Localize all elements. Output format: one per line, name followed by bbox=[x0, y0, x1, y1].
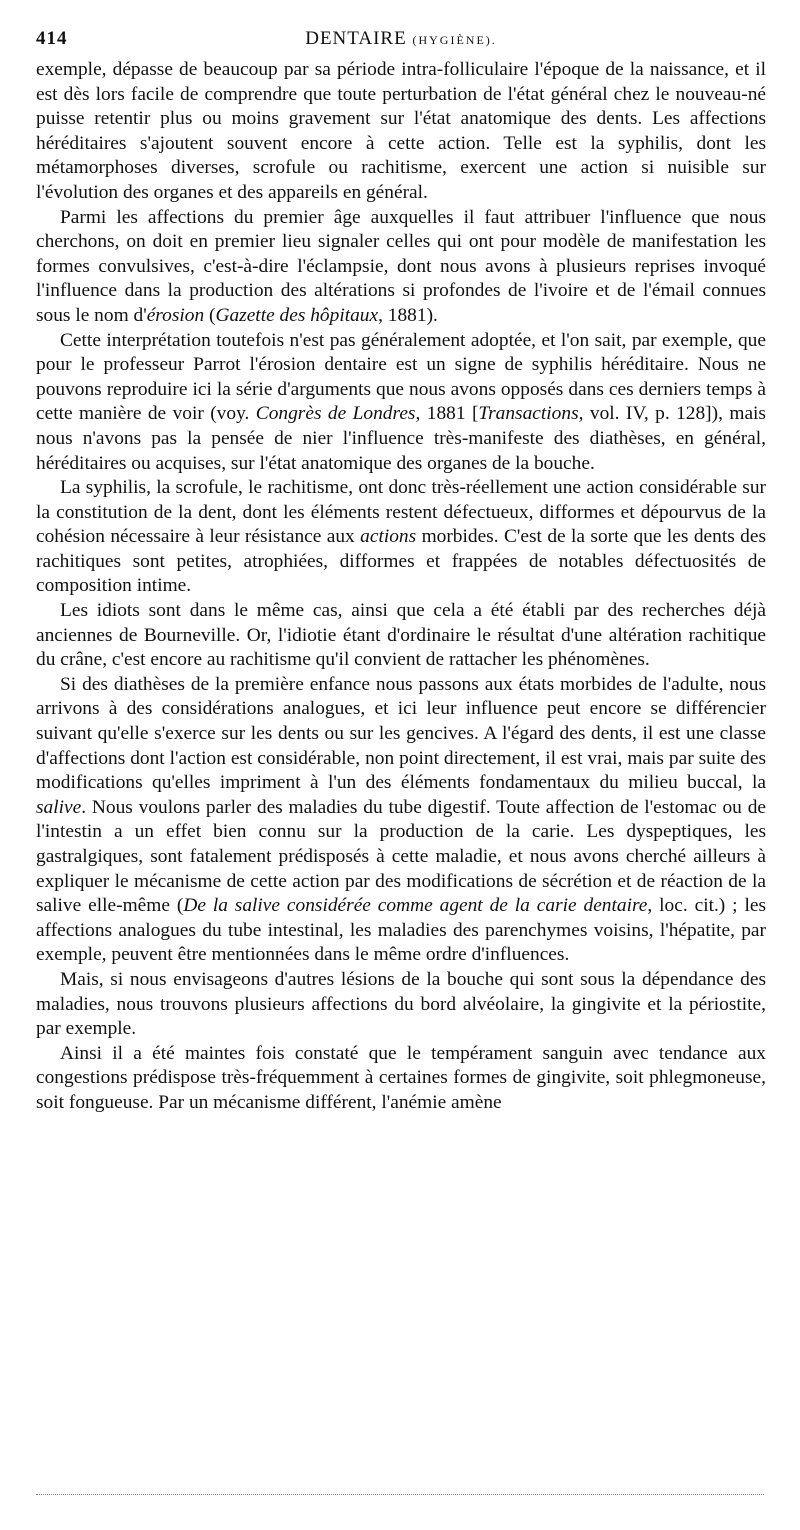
running-title-sub: (HYGIÈNE). bbox=[412, 33, 497, 47]
paragraph bbox=[36, 673, 766, 968]
text-run: Les idiots sont dans le même cas, ainsi que cela a été établi par des recherches déjà anciennes de Bourneville. Or, l'idiotie étant d'ordinaire le résultat d'une altération rachitique du crâne, c'est encore au rachitisme qu'il convient de rattacher les phénomènes. bbox=[36, 600, 766, 671]
paragraph bbox=[36, 599, 766, 673]
page-number: 414 bbox=[36, 28, 68, 49]
footer-rule bbox=[36, 1494, 764, 1496]
italic-text: salive bbox=[36, 796, 82, 818]
text-run: ( bbox=[204, 304, 216, 326]
running-header bbox=[36, 28, 766, 58]
text-run: morbides. C'est de la sorte que les dents des rachitiques sont petites, atrophiées, difformes et frappées de notables défectuosités de composition intime. bbox=[36, 526, 766, 597]
text-run: , 1881 [ bbox=[415, 403, 479, 425]
running-title-main: DENTAIRE bbox=[305, 28, 407, 49]
text-run: , 1881). bbox=[378, 304, 438, 326]
paragraph bbox=[36, 329, 766, 477]
running-title bbox=[36, 28, 766, 50]
italic-text: actions bbox=[360, 526, 417, 548]
paragraph bbox=[36, 476, 766, 599]
text-run: Si des diathèses de la première enfance nous passons aux états morbides de l'adulte, nous arrivons à des considérations analogues, et ici leur influence peut encore se différencier suivant qu'elle s'exerce sur les dents ou sur les gencives. A l'égard des dents, il est une classe d'affections dont l'action est considérable, non point directement, il est vrai, mais par suite des modifications qu'elles impriment à l'un des éléments fondamentaux du milieu buccal, la bbox=[36, 673, 766, 794]
italic-text: De la salive considérée comme agent de la carie dentaire bbox=[183, 895, 648, 917]
paragraph bbox=[36, 1042, 766, 1116]
text-run: , vol. IV, p. 128]), mais nous n'avons pas la pensée de nier l'influence très-manifeste des diathèses, en général, héréditaires ou acquises, sur l'état anatomique des organes de la bouche. bbox=[36, 403, 766, 474]
italic-text: Gazette des hôpitaux bbox=[215, 304, 379, 326]
paragraph bbox=[36, 206, 766, 329]
text-run: Mais, si nous envisageons d'autres lésions de la bouche qui sont sous la dépendance des maladies, nous trouvons plusieurs affections du bord alvéolaire, la gingivite et la périostite, par exemple. bbox=[36, 968, 766, 1040]
text-run: Ainsi il a été maintes fois constaté que le tempérament sanguin avec tendance aux congestions prédispose très-fréquemment à certaines formes de gingivite, soit phlegmoneuse, soit fongueuse. Par un mécanisme différent, l'anémie amène bbox=[36, 1042, 766, 1113]
text-run: La syphilis, la scrofule, le rachitisme, ont donc très-réellement une action considérable sur la constitution de la dent, dont les éléments restent défectueux, difformes et dépourvus de la cohésion nécessaire à leur résistance aux bbox=[36, 477, 766, 548]
text-run: exemple, dépasse de beaucoup par sa période intra-folliculaire l'époque de la naissance, et il est dès lors facile de comprendre que toute perturbation de l'état général chez le nouveau-né puisse retentir plus ou moins gravement sur l'état anatomique des dents. Les affections héréditaires s'ajoutent souvent encore à cette action. Telle est la syphilis, dont les métamorphoses diverses, scrofule ou rachitisme, exercent une action si nuisible sur l'évolution des organes et des appareils en général. bbox=[36, 59, 766, 203]
paragraph bbox=[36, 968, 766, 1042]
text-run: . Nous voulons parler des maladies du tube digestif. Toute affection de l'estomac ou de l'intestin a un effet bien connu sur la production de la carie. Les dyspeptiques, les gastralgiques, sont fatalement prédisposés à cette maladie, et nous avons cherché ailleurs à expliquer le mécanisme de cette action par des modifications de sécrétion et de réaction de la salive elle-même ( bbox=[36, 796, 766, 917]
body-text bbox=[36, 58, 766, 1116]
italic-text: érosion bbox=[146, 304, 205, 326]
page bbox=[36, 28, 766, 1116]
text-run: , loc. cit.) ; les affections analogues du tube intestinal, les maladies des parenchymes voisins, l'hépatite, par exemple, peuvent être mentionnées dans le même ordre d'influences. bbox=[36, 895, 766, 966]
paragraph bbox=[36, 58, 766, 206]
italic-text: Transactions bbox=[478, 403, 579, 425]
italic-text: Congrès de Londres bbox=[255, 403, 416, 425]
text-run: Cette interprétation toutefois n'est pas généralement adoptée, et l'on sait, par exemple, que pour le professeur Parrot l'érosion dentaire est un signe de syphilis héréditaire. Nous ne pouvons reproduire ici la série d'arguments que nous avons opposés dans ces derniers temps à cette manière de voir (voy. bbox=[36, 329, 766, 425]
text-run: Parmi les affections du premier âge auxquelles il faut attribuer l'influence que nous cherchons, on doit en premier lieu signaler celles qui ont pour modèle de manifestation les formes convulsives, c'est-à-dire l'éclampsie, dont nous avons à plusieurs reprises invoqué l'influence dans la production des altérations si profondes de l'ivoire et de l'émail connues sous le nom d' bbox=[36, 206, 766, 326]
